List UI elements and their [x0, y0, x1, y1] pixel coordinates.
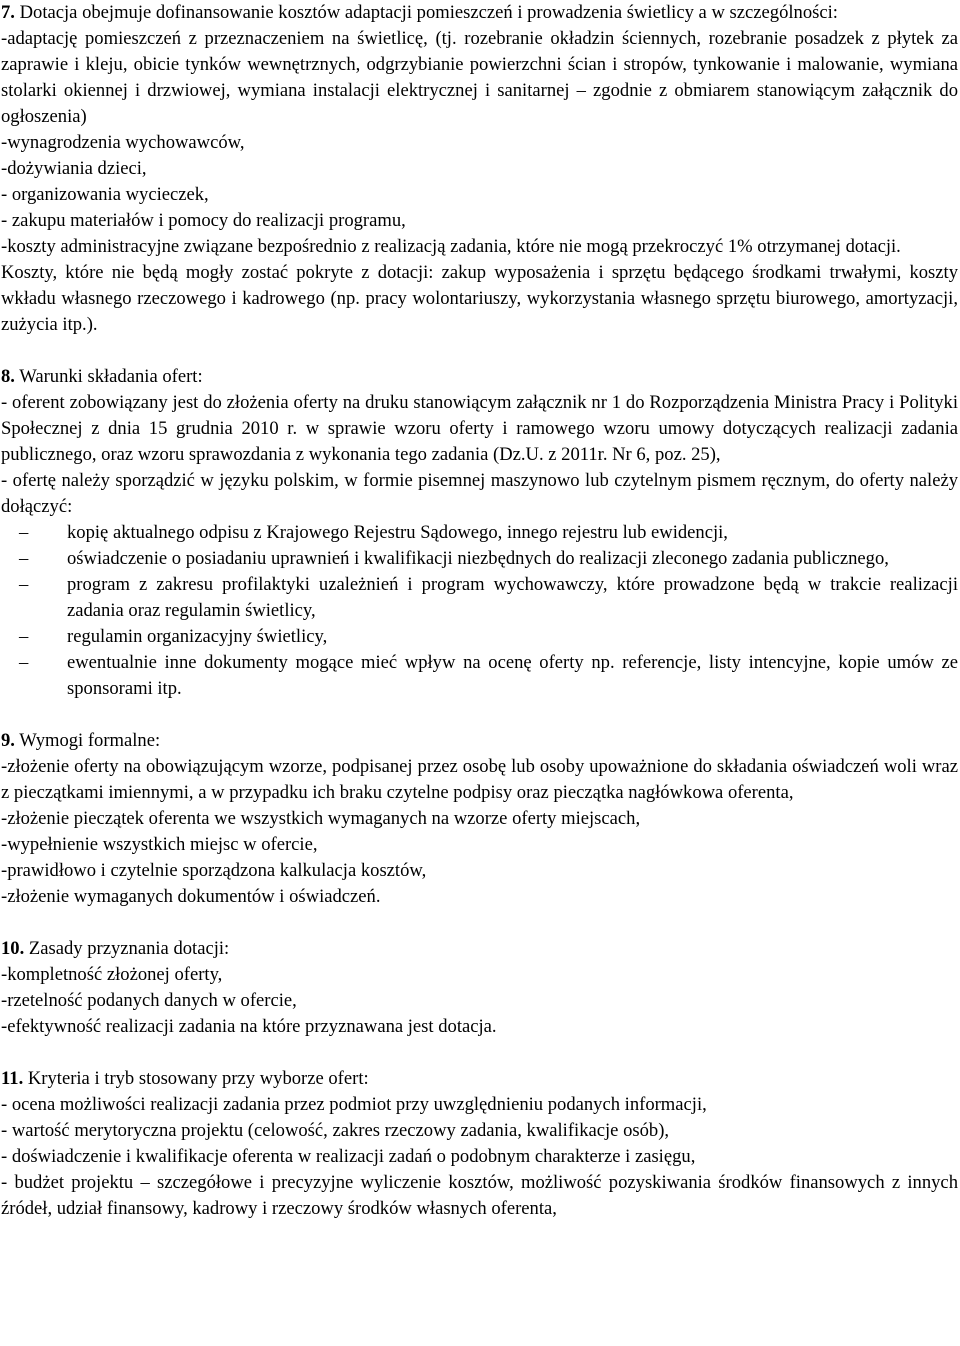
list-item-text: oświadczenie o posiadaniu uprawnień i kwalifikacji niezbędnych do realizacji zleconego zadania publicznego, [67, 548, 889, 569]
spacer [1, 338, 958, 364]
section-7-intro: -adaptację pomieszczeń z przeznaczeniem na świetlicę, (tj. rozebranie okładzin ściennych, rozebranie posadzek z płytek za zaprawie i kleju, obicie tynków wewnętrznych, odgrzybianie powierzchni ścian i stropów, tynkowanie i malowanie, wymiana stolarki okiennej i drzwiowej, wymiana instalacji elektrycznej i sanitarnej – zgodnie z obmiarem stanowiącym załącznik do ogłoszenia) [1, 28, 958, 127]
section-10-item: -rzetelność podanych danych w ofercie, [1, 990, 297, 1011]
section-10-title: Zasady przyznania dotacji: [24, 938, 230, 959]
section-9-item: -złożenie pieczątek oferenta we wszystkich wymaganych na wzorze oferty miejscach, [1, 808, 641, 829]
section-9-number: 9. [1, 730, 15, 751]
section-7-item: -dożywiania dzieci, [1, 158, 147, 179]
section-11 [1, 1066, 958, 1222]
section-8-number: 8. [1, 366, 15, 387]
section-8-para: - ofertę należy sporządzić w języku polskim, w formie pisemnej maszynowo lub czytelnym pismem ręcznym, do oferty należy dołączyć: [1, 470, 958, 517]
section-7-item: -koszty administracyjne związane bezpośrednio z realizacją zadania, które nie mogą przekroczyć 1% otrzymanej dotacji. [1, 236, 901, 257]
section-8-title: Warunki składania ofert: [14, 366, 203, 387]
dash-marker: – [19, 626, 29, 647]
section-11-title: Kryteria i tryb stosowany przy wyborze ofert: [23, 1068, 369, 1089]
section-7-number: 7. [1, 2, 15, 23]
section-7 [1, 0, 958, 338]
section-7-item: - organizowania wycieczek, [1, 184, 209, 205]
section-9-item: -złożenie oferty na obowiązującym wzorze, podpisanej przez osobę lub osoby upoważnione do składania oświadczeń woli wraz z pieczątkami imiennymi, a w przypadku ich braku czytelne podpisy oraz pieczątka nagłówkowa oferenta, [1, 756, 958, 803]
section-11-item: - wartość merytoryczna projektu (celowość, zakres rzeczowy zadania, kwalifikacje osób), [1, 1120, 670, 1141]
section-11-item: - budżet projektu – szczegółowe i precyzyjne wyliczenie kosztów, możliwość pozyskiwania środków finansowych z innych źródeł, udział finansowy, kadrowy i rzeczowy środków własnych oferenta, [1, 1172, 958, 1219]
section-10-item: -efektywność realizacji zadania na które przyznawana jest dotacja. [1, 1016, 497, 1037]
spacer [1, 910, 958, 936]
section-10-heading [1, 936, 958, 962]
section-8 [1, 364, 958, 702]
section-10-item: -kompletność złożonej oferty, [1, 964, 223, 985]
spacer [1, 1040, 958, 1066]
section-10-number: 10. [1, 938, 25, 959]
section-7-title: Dotacja obejmuje dofinansowanie kosztów adaptacji pomieszczeń i prowadzenia świetlicy a w szczególności: [14, 2, 838, 23]
section-7-item: -wynagrodzenia wychowawców, [1, 132, 245, 153]
section-10 [1, 936, 958, 1040]
list-item-text: program z zakresu profilaktyki uzależnień i program wychowawczy, które prowadzone będą w trakcie realizacji zadania oraz regulamin świetlicy, [67, 574, 958, 621]
section-9-item: -prawidłowo i czytelnie sporządzona kalkulacja kosztów, [1, 860, 427, 881]
section-11-item: - ocena możliwości realizacji zadania przez podmiot przy uwzględnieniu podanych informacji, [1, 1094, 707, 1115]
list-item [1, 572, 958, 624]
section-8-para: - oferent zobowiązany jest do złożenia oferty na druku stanowiącym załącznik nr 1 do Rozporządzenia Ministra Pracy i Polityki Społecznej z dnia 15 grudnia 2010 r. w sprawie wzoru oferty i ramowego wzoru umowy dotyczących realizacji zadania publicznego, oraz wzoru sprawozdania z wykonania tego zadania (Dz.U. z 2011r. Nr 6, poz. 25), [1, 392, 958, 465]
section-7-item: - zakupu materiałów i pomocy do realizacji programu, [1, 210, 406, 231]
section-11-number: 11. [1, 1068, 24, 1089]
list-item-text: kopię aktualnego odpisu z Krajowego Rejestru Sądowego, innego rejestru lub ewidencji, [67, 522, 728, 543]
list-item-text: regulamin organizacyjny świetlicy, [67, 626, 328, 647]
section-9-item: -złożenie wymaganych dokumentów i oświadczeń. [1, 886, 381, 907]
section-11-heading [1, 1066, 958, 1092]
section-9-heading [1, 728, 958, 754]
section-7-heading [1, 0, 958, 26]
list-item [1, 520, 958, 546]
spacer [1, 702, 958, 728]
dash-marker: – [19, 548, 29, 569]
section-9-title: Wymogi formalne: [14, 730, 161, 751]
dash-marker: – [19, 522, 29, 543]
section-9 [1, 728, 958, 910]
section-7-note: Koszty, które nie będą mogły zostać pokryte z dotacji: zakup wyposażenia i sprzętu będącego środkami trwałymi, koszty wkładu własnego rzeczowego i kadrowego (np. pracy wolontariuszy, wykorzystania własnego sprzętu biurowego, amortyzacji, zużycia itp.). [1, 262, 958, 335]
section-9-item: -wypełnienie wszystkich miejsc w ofercie, [1, 834, 318, 855]
list-item [1, 546, 958, 572]
dash-marker: – [19, 652, 29, 673]
section-8-heading [1, 364, 958, 390]
list-item [1, 650, 958, 702]
dash-marker: – [19, 574, 29, 595]
list-item-text: ewentualnie inne dokumenty mogące mieć wpływ na ocenę oferty np. referencje, listy intencyjne, kopie umów ze sponsorami itp. [67, 652, 958, 699]
list-item [1, 624, 958, 650]
section-11-item: - doświadczenie i kwalifikacje oferenta w realizacji zadań o podobnym charakterze i zasięgu, [1, 1146, 696, 1167]
attachments-list [1, 520, 958, 702]
